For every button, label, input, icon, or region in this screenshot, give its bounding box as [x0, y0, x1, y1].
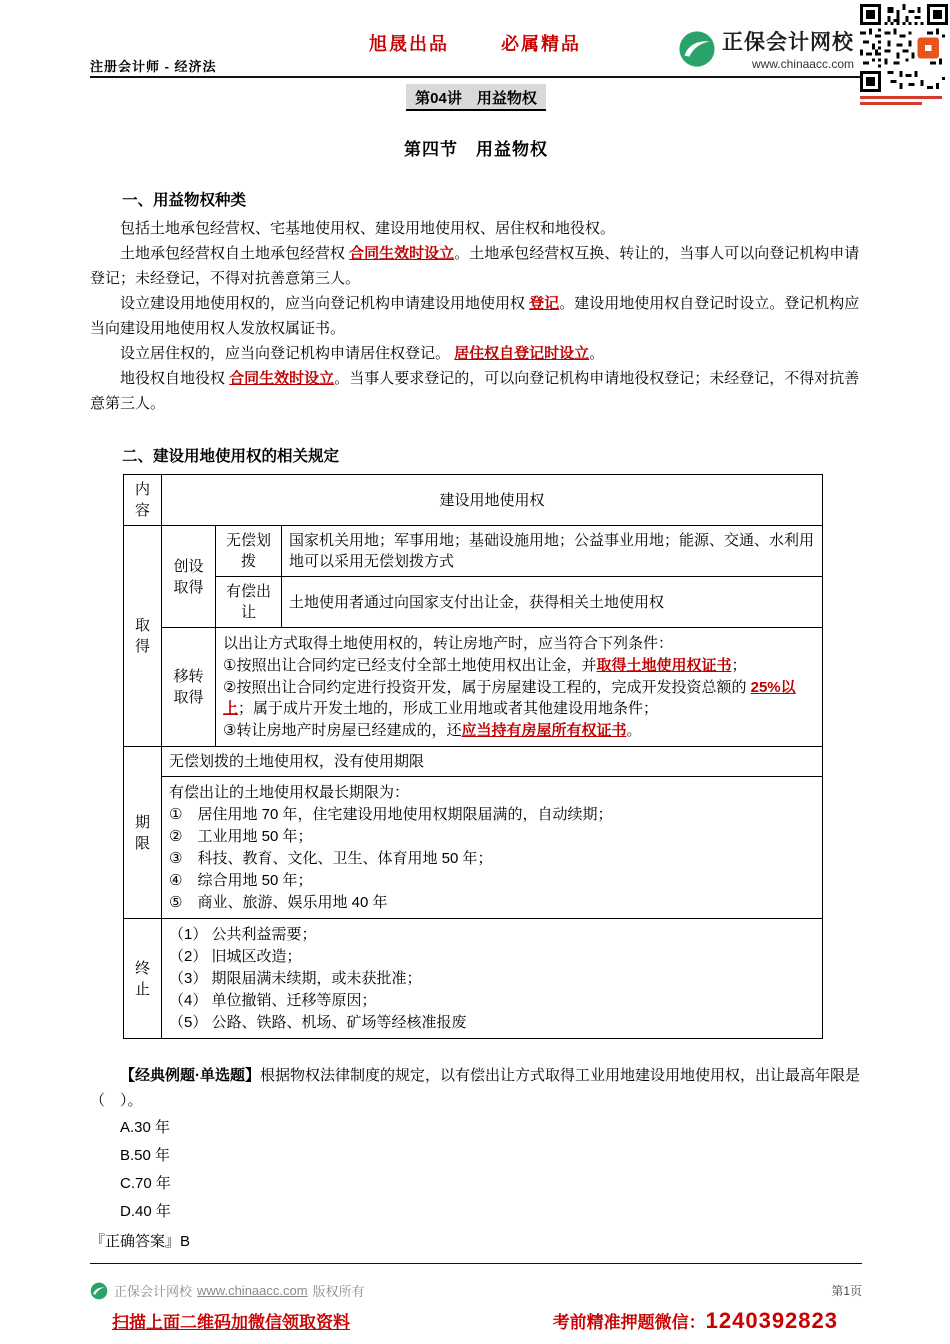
qr-caption-lines	[860, 96, 948, 105]
qr-code	[860, 4, 948, 105]
paragraph-usufruct-types: 包括土地承包经营权、宅基地使用权、建设用地使用权、居住权和地役权。	[120, 220, 616, 237]
footer-promo-row	[112, 1308, 838, 1334]
highlighted-term: 合同生效时设立	[229, 370, 335, 387]
table-row-free-allocation	[124, 526, 823, 577]
text-run: ①按照出让合同约定已经支付全部土地使用权出让金，并	[223, 657, 597, 674]
highlighted-term: 居住权自登记时设立	[454, 345, 590, 362]
text-run: ②按照出让合同约定进行投资开发，属于房屋建设工程的，完成开发投资总额的	[223, 679, 751, 696]
paragraph-easement	[90, 366, 862, 416]
slogan-banner	[369, 30, 581, 56]
footer-brand: 正保会计网校	[114, 1284, 193, 1299]
term-item: ① 居住用地 70 年，住宅建设用地使用权期限届满的，自动续期；	[169, 806, 613, 823]
term-item: ③ 科技、教育、文化、卫生、体育用地 50 年；	[169, 850, 493, 867]
row-label-paid: 有偿出让	[216, 577, 282, 628]
row-label-acquire: 取得	[124, 526, 162, 747]
brand-url-link[interactable]: www.chinaacc.com	[751, 57, 854, 71]
scan-qr-note: 扫描上面二维码加微信领取资料	[112, 1313, 350, 1332]
end-item: （5） 公路、铁路、机场、矿场等经核准报废	[169, 1014, 467, 1031]
answer-value: B	[180, 1233, 191, 1250]
table-row-termination	[124, 919, 823, 1039]
end-item: （4） 单位撤销、迁移等原因；	[169, 992, 377, 1009]
transfer-item-3	[223, 720, 815, 741]
table-header-row	[124, 475, 823, 526]
text-run: ；	[731, 657, 747, 674]
text-run: 地役权自地役权	[120, 370, 230, 387]
paragraph-construction-land	[90, 291, 862, 341]
page-number: 第1页	[831, 1284, 862, 1298]
text-run: 设立建设用地使用权的，应当向登记机构申请建设用地使用权	[120, 295, 530, 312]
table-row-transfer	[124, 628, 823, 747]
cell-paid-text: 土地使用者通过向国家支付出让金，获得相关土地使用权	[282, 577, 823, 628]
text-run: 设立居住权的，应当向登记机构申请居住权登记。	[120, 345, 455, 362]
term-item: ② 工业用地 50 年；	[169, 828, 313, 845]
option-c: C.70 年	[120, 1175, 171, 1192]
term-intro: 有偿出让的土地使用权最长期限为：	[169, 784, 410, 801]
text-run: 。土地承包经营权互换、转让的，当事人可以向登记机构申请登记；未经登记，不得对抗善意第三人。	[90, 245, 860, 287]
heading-part2: 二、建设用地使用权的相关规定	[122, 448, 340, 465]
course-label: 注册会计师 - 经济法	[90, 59, 217, 74]
end-item: （1） 公共利益需要；	[169, 926, 317, 943]
text-run: ；属于成片开发土地的，形成工业用地或者其他建设用地条件；	[238, 700, 659, 717]
cell-free-text: 国家机关用地；军事用地；基础设施用地；公益事业用地；能源、交通、水利用地可以采用无偿划拨方式	[282, 526, 823, 577]
footer-url-link[interactable]: www.chinaacc.com	[197, 1283, 308, 1298]
text-run: 土地承包经营权自土地承包经营权	[120, 245, 350, 262]
highlighted-term: 登记	[529, 295, 560, 312]
footer-logo-icon	[90, 1282, 114, 1300]
highlighted-term: 25%以上	[223, 679, 796, 717]
text-run: 。	[589, 345, 605, 362]
footer-copyright-row	[90, 1281, 862, 1300]
brand-logo	[678, 26, 854, 71]
heading-part1: 一、用益物权种类	[122, 192, 247, 209]
cell-term-free: 无偿划拨的土地使用权，没有使用期限	[162, 747, 823, 777]
text-run: 。当事人要求登记的，可以向登记机构申请地役权登记；未经登记，不得对抗善意第三人。	[90, 370, 860, 412]
option-b: B.50 年	[120, 1147, 171, 1164]
example-tag: 【经典例题·单选题】	[120, 1067, 260, 1084]
document-body	[90, 82, 862, 1254]
wechat-promo-label: 考前精准押题微信：	[552, 1313, 706, 1332]
option-d: D.40 年	[120, 1203, 171, 1220]
brand-name: 正保会计网校	[722, 31, 854, 54]
table-header-cell: 建设用地使用权	[162, 475, 823, 526]
slogan-right: 必属精品	[501, 34, 581, 54]
table-row-paid-grant	[124, 577, 823, 628]
cell-transfer-conditions	[216, 628, 823, 747]
section-title: 第四节 用益物权	[404, 140, 548, 159]
transfer-intro: 以出让方式取得土地使用权的，转让房地产时，应当符合下列条件：	[223, 635, 674, 652]
transfer-item-1	[223, 655, 815, 676]
footer-divider	[90, 1263, 862, 1264]
paragraph-contract-land	[90, 241, 862, 291]
slogan-left: 旭晟出品	[369, 34, 449, 54]
cell-termination	[162, 919, 823, 1039]
cell-term-paid	[162, 777, 823, 919]
paragraph-residence-right	[90, 341, 862, 366]
land-use-right-table	[123, 474, 823, 1039]
header-divider	[90, 76, 862, 78]
brand-logo-icon	[678, 30, 716, 68]
example-stem: 根据物权法律制度的规定，以有偿出让方式取得工业用地建设用地使用权，出让最高年限是（ ）。	[90, 1067, 861, 1109]
answer-line	[90, 1229, 862, 1254]
row-label-free: 无偿划拨	[216, 526, 282, 577]
lecture-title-row	[90, 84, 862, 111]
table-corner-cell: 内容	[124, 475, 162, 526]
table-row-term-free	[124, 747, 823, 777]
text-run: ③转让房地产时房屋已经建成的，还	[223, 722, 462, 739]
qr-code-image	[860, 4, 948, 92]
end-item: （3） 期限届满未续期，或未获批准；	[169, 970, 422, 987]
highlighted-term: 应当持有房屋所有权证书	[461, 722, 627, 739]
footer-rights: 版权所有	[312, 1284, 365, 1299]
row-label-create: 创设取得	[162, 526, 216, 628]
term-item: ④ 综合用地 50 年；	[169, 872, 313, 889]
end-item: （2） 旧城区改造；	[169, 948, 302, 965]
example-question	[90, 1063, 862, 1113]
lecture-title: 第04讲 用益物权	[406, 84, 546, 111]
transfer-item-2	[223, 677, 815, 719]
option-a: A.30 年	[120, 1119, 171, 1136]
brand-text	[722, 26, 854, 71]
table-row-term-paid	[124, 777, 823, 919]
highlighted-term: 合同生效时设立	[349, 245, 455, 262]
wechat-promo	[553, 1308, 838, 1334]
term-item: ⑤ 商业、旅游、娱乐用地 40 年	[169, 894, 388, 911]
answer-label: 『正确答案』	[90, 1233, 181, 1250]
row-label-end: 终止	[124, 919, 162, 1039]
text-run: 。建设用地使用权自登记时设立。登记机构应当向建设用地使用权人发放权属证书。	[90, 295, 860, 337]
row-label-transfer: 移转取得	[162, 628, 216, 747]
wechat-number: 1240392823	[705, 1308, 838, 1333]
text-run: 。	[626, 722, 642, 739]
highlighted-term: 取得土地使用权证书	[596, 657, 732, 674]
row-label-term: 期限	[124, 747, 162, 919]
